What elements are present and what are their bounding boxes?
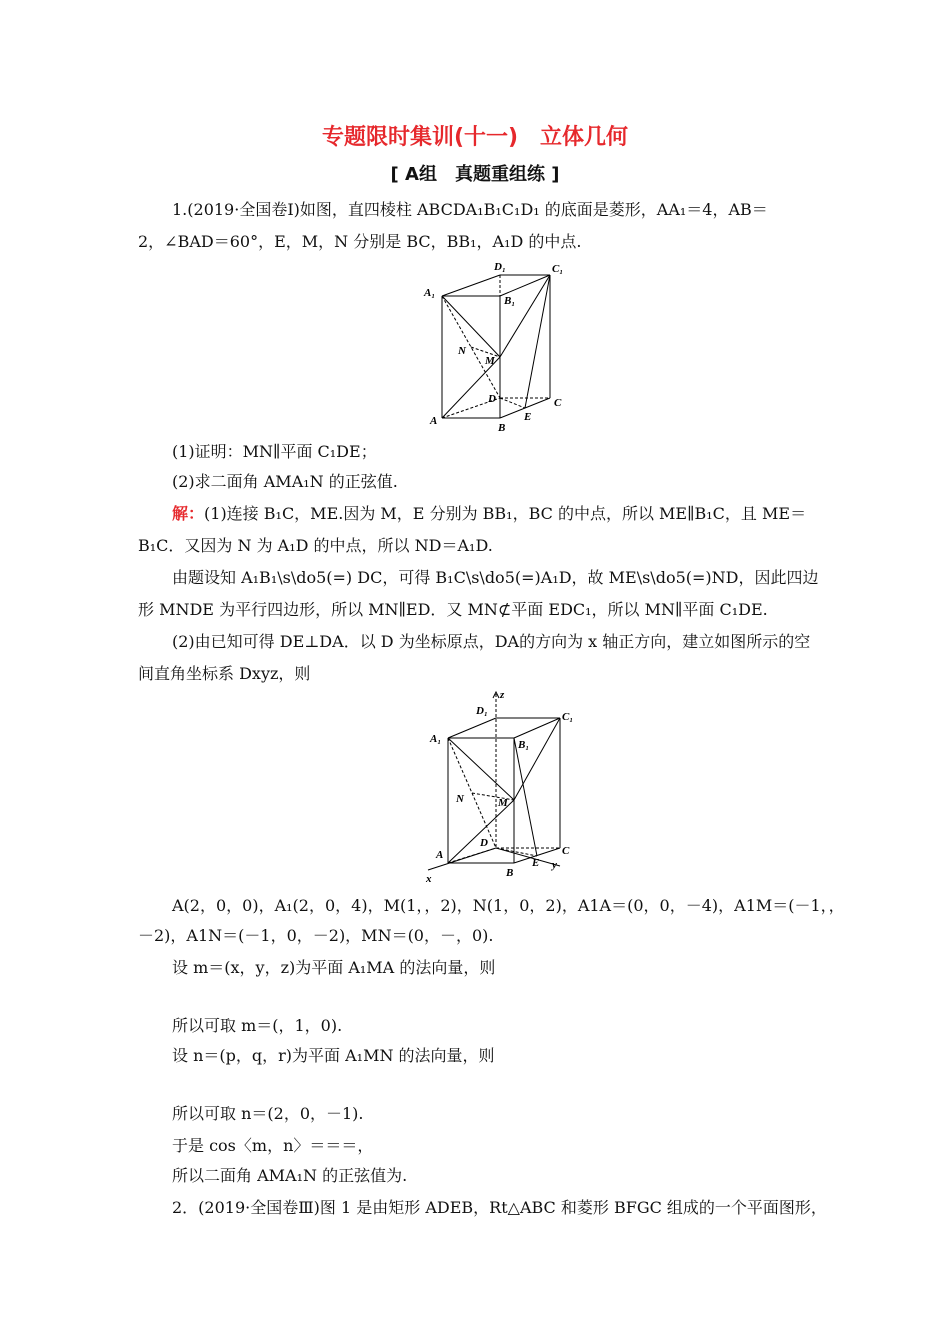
solution-label: 解：	[172, 504, 205, 523]
edge-b1c1	[514, 718, 560, 738]
page-title: 专题限时集训(十一) 立体几何	[321, 125, 629, 150]
label-a1: A₁	[424, 287, 436, 299]
solution-line-5: (2)由已知可得 DE⊥DA．以 D 为坐标原点，DA的方向为 x 轴正方向，建立如图所示的空	[172, 632, 811, 651]
label-b1: B₁	[504, 295, 516, 307]
label-e: E	[524, 411, 532, 423]
line-a1m	[442, 296, 500, 357]
label-e: E	[532, 857, 540, 869]
solution-line-9: 设 m＝(x，y，z)为平面 A₁MA 的法向量，则	[172, 958, 496, 977]
label-b: B	[506, 867, 514, 879]
question-2: (2)求二面角 AMA₁N 的正弦值.	[172, 472, 398, 491]
label-n: N	[458, 345, 466, 357]
solution-line-11: 设 n＝(p，q，r)为平面 A₁MN 的法向量，则	[172, 1046, 495, 1065]
label-c: C	[562, 845, 570, 857]
solution-line-12: 所以可取 n＝(2，0，－1).	[172, 1104, 364, 1123]
question-1: (1)证明：MN∥平面 C₁DE；	[172, 442, 377, 461]
label-d1: D₁	[476, 705, 488, 717]
label-d: D	[480, 837, 488, 849]
solution-line-3: 由题设知 A₁B₁\s\do5(=) DC，可得 B₁C\s\do5(=)A₁D，故 ME\s\do5(=)ND，因此四边	[172, 568, 819, 587]
solution-text-1: (1)连接 B₁C，ME.因为 M，E 分别为 BB₁，BC 的中点，所以 ME∥B₁C，且 ME＝	[204, 504, 807, 523]
solution-line-4: 形 MNDE 为平行四边形，所以 MN∥ED．又 MN⊄平面 EDC₁，所以 MN∥平面 C₁DE.	[138, 600, 768, 619]
label-m: M	[498, 797, 508, 809]
line-de	[500, 398, 525, 408]
group-heading: [ A组 真题重组练 ]	[390, 164, 560, 185]
edge-b1c1	[500, 275, 550, 296]
solution-line-8: －2)，A1N＝(－1，0，－2)，MN＝(0，－，0).	[138, 926, 494, 945]
label-m: M	[485, 355, 495, 367]
label-y: y	[552, 859, 557, 871]
edge-a1d1	[448, 718, 496, 738]
line-de	[496, 848, 537, 856]
label-a: A	[436, 849, 444, 861]
solution-line-2: B₁C．又因为 N 为 A₁D 的中点，所以 ND＝A₁D.	[138, 536, 493, 555]
solution-line-7: A(2，0，0)，A₁(2，0，4)，M(1，，2)，N(1，0，2)，A1A＝(0，0，－4)，A1M＝(－1，，	[172, 896, 845, 915]
label-c1: C₁	[552, 263, 564, 275]
line-b1e	[514, 738, 537, 856]
problem1-line2: 2，∠BAD＝60°，E，M，N 分别是 BC，BB₁，A₁D 的中点.	[138, 232, 582, 251]
line-am	[448, 800, 514, 863]
line-a1m	[448, 738, 514, 800]
solution-line-6: 间直角坐标系 Dxyz，则	[138, 664, 311, 683]
problem1-line1: 1.(2019·全国卷Ⅰ)如图，直四棱柱 ABCDA₁B₁C₁D₁ 的底面是菱形，AA₁＝4，AB＝	[172, 200, 768, 219]
label-b1: B₁	[518, 739, 530, 751]
label-n: N	[456, 793, 464, 805]
label-c1: C₁	[562, 711, 574, 723]
label-b: B	[498, 422, 506, 434]
label-a1: A₁	[430, 733, 442, 745]
prism-figure-1	[420, 258, 570, 434]
solution-line-10: 所以可取 m＝(，1，0).	[172, 1016, 343, 1035]
label-a: A	[430, 415, 438, 427]
problem2-line1: 2．(2019·全国卷Ⅲ)图 1 是由矩形 ADEB，Rt△ABC 和菱形 BFGC 组成的一个平面图形，	[172, 1198, 827, 1217]
prism-figure-2	[420, 688, 580, 888]
label-x: x	[426, 873, 432, 885]
label-c: C	[554, 397, 562, 409]
solution-line-13: 于是 cos〈m，n〉＝＝＝，	[172, 1136, 374, 1155]
label-d: D	[488, 393, 496, 405]
solution-line-14: 所以二面角 AMA₁N 的正弦值为.	[172, 1166, 408, 1185]
label-z: z	[500, 689, 505, 701]
solution-line-1	[172, 504, 852, 524]
line-mc1	[514, 718, 560, 800]
edge-a1d1	[442, 275, 500, 296]
label-d1: D₁	[494, 261, 506, 273]
